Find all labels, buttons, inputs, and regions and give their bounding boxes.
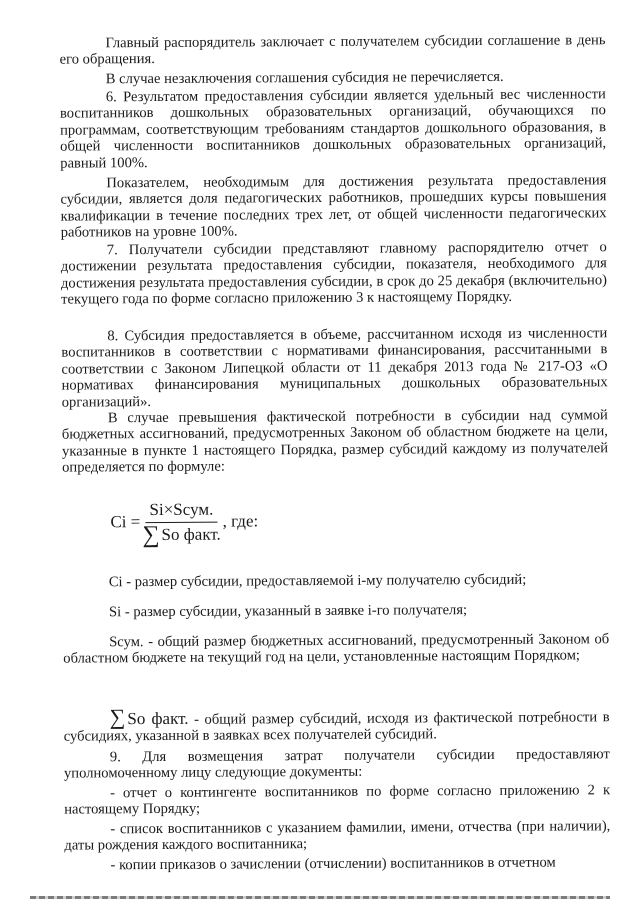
- definition-si: Si - размер субсидии, указанный в заявке i-го получателя;: [108, 602, 468, 621]
- paragraph-indicator: Показателем, необходимым для достижения результата предоставления субсидии, является доля педагогических работников, прошедших курсы повышения квалификации в течение последних трех лет, от общей численности педагогических работников на уровне 100%.: [60, 172, 607, 241]
- definition-sum-sofact: [64, 704, 610, 745]
- formula-fraction: [142, 499, 221, 548]
- sigma-symbol-inline: ∑: [109, 704, 126, 730]
- sum-term-text: So факт.: [127, 708, 189, 729]
- formula-tail: , где:: [222, 511, 259, 531]
- formula-denominator-wrap: [142, 521, 221, 548]
- paragraph-item-9: 9. Для возмещения затрат получатели субсидии предоставляют уполномоченному лицу следующие документы:: [63, 746, 610, 782]
- paragraph-item-7: 7. Получатели субсидии представляют главному распорядителю отчет о достижении результата предоставления субсидии, показателя, необходимого для достижения результата предоставления субсидии, в срок до 25 декабря (включительно) текущего года по форме согласно приложению 3 к настоящему Порядку.: [60, 239, 608, 308]
- paragraph-item-8: 8. Субсидия предоставляется в объеме, рассчитанном исходя из численности воспитанников в соответствии с нормативами финансирования, рассчитанными в соответствии с Законом Липецкой области от 11 декабря 2013 года № 217-ОЗ «О нормативах финансирования муниципальных дошкольных образовательных организаций».: [61, 325, 608, 411]
- scan-edge: [30, 896, 610, 899]
- list-item-report: - отчет о контингенте воспитанников по форме согласно приложению 2 к настоящему Порядку;: [64, 782, 611, 818]
- subsidy-formula: [110, 495, 258, 548]
- paragraph-excess: В случае превышения фактической потребности в субсидии над суммой бюджетных ассигнований, предусмотренных Законом об областном бюджете на цели, указанные в пункте 1 настоящего Порядка, размер субсидий каждому из получателей определяется по формуле:: [61, 407, 609, 476]
- paragraph-no-agreement: В случае незаключения соглашения субсидия не перечисляется.: [105, 68, 504, 88]
- list-item-orders: - копии приказов о зачислении (отчислении) воспитанников в отчетном: [110, 854, 556, 874]
- paragraph-item-6: 6. Результатом предоставления субсидии является удельный вес численности воспитанников дошкольных образовательных организаций, обучающихся по программам, соответствующим требованиям стандартов дошкольного образования, в общей численности воспитанников дошкольных образовательных организаций, равный 100%.: [59, 86, 607, 172]
- formula-denominator: So факт.: [161, 524, 221, 544]
- sum-definition-text: - общий размер субсидий, исходя из фактической потребности в субсидиях, указанной в заявках всех получателей субсидий.: [63, 709, 610, 745]
- definition-ci: Ci - размер субсидии, предоставляемой i-му получателю субсидий;: [108, 571, 527, 591]
- sigma-symbol: ∑: [142, 521, 160, 548]
- formula-numerator: Si×Sсум.: [145, 499, 217, 522]
- definition-ssum: Sсум. - общий размер бюджетных ассигнований, предусмотренный Законом об областном бюджете на текущий год на цели, установленные настоящим Порядком;: [63, 631, 610, 667]
- paragraph-agreement: Главный распорядитель заключает с получателем субсидии соглашение в день его обращения.: [59, 32, 606, 68]
- sum-term: [109, 704, 189, 730]
- list-item-pupils: - список воспитанников с указанием фамилии, имени, отчества (при наличии), даты рождения каждого воспитанника;: [64, 818, 611, 854]
- formula-lhs: Ci =: [110, 512, 141, 532]
